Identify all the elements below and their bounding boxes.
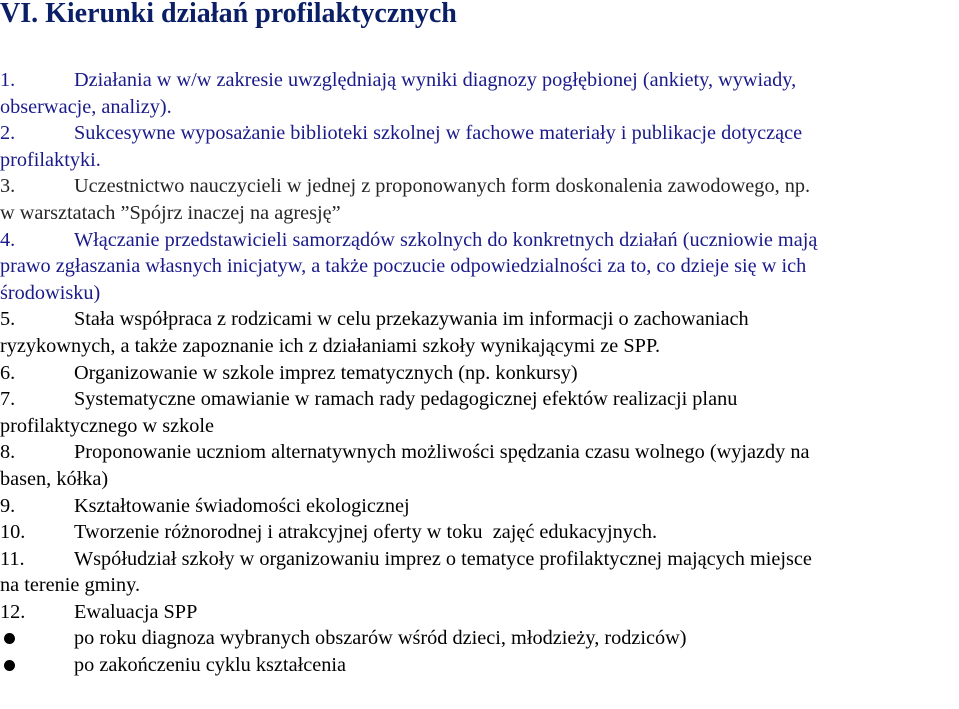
- list-item: [0, 360, 959, 387]
- item-text: Współudział szkoły w organizowaniu imprez o tematyce profilaktycznej mających miejsce: [74, 547, 812, 570]
- item-number: 11.: [0, 547, 25, 570]
- list-item-line: [0, 386, 959, 413]
- list-item-line: [0, 546, 959, 573]
- item-text: Tworzenie różnorodnej i atrakcyjnej oferty w toku zajęć edukacyjnych.: [74, 521, 658, 544]
- list-item-line: środowisku): [0, 281, 101, 304]
- item-text: Sukcesywne wyposażanie biblioteki szkolnej w fachowe materiały i publikacje dotyczące: [74, 122, 803, 145]
- bullet-text: po roku diagnoza wybranych obszarów wśród dzieci, młodzieży, rodziców): [74, 627, 687, 650]
- list-item-line: [0, 227, 959, 254]
- bullet-icon: [4, 633, 15, 644]
- item-number: 3.: [0, 175, 16, 198]
- item-text: Organizowanie w szkole imprez tematycznych (np. konkursy): [74, 361, 578, 384]
- list-item: [0, 386, 959, 439]
- list-item-line: [0, 599, 959, 626]
- list-item: [0, 599, 959, 626]
- list-item-line: profilaktyki.: [0, 148, 101, 171]
- item-text: Włączanie przedstawicieli samorządów szkolnych do konkretnych działań (uczniowie mają: [74, 228, 818, 251]
- list-item-line: basen, kółka): [0, 467, 109, 490]
- list-item: [0, 493, 959, 520]
- list-item: [0, 173, 959, 226]
- list-item-line: ryzykownych, a także zapoznanie ich z działaniami szkoły wynikającymi ze SPP.: [0, 334, 661, 357]
- item-number: 9.: [0, 494, 16, 517]
- item-text: Proponowanie uczniom alternatywnych możliwości spędzania czasu wolnego (wyjazdy na: [74, 441, 810, 464]
- list-item-line: [0, 493, 959, 520]
- list-item-line: na terenie gminy.: [0, 574, 141, 597]
- list-item: [0, 120, 959, 173]
- item-text: Uczestnictwo nauczycieli w jednej z proponowanych form doskonalenia zawodowego, np.: [74, 175, 811, 198]
- list-item: [0, 546, 959, 599]
- list-item-line: [0, 360, 959, 387]
- item-number: 2.: [0, 122, 16, 145]
- list-item-line: [0, 306, 959, 333]
- list-item-line: [0, 67, 959, 94]
- item-text: Systematyczne omawianie w ramach rady pedagogicznej efektów realizacji planu: [74, 388, 738, 411]
- page-title: VI. Kierunki działań profilaktycznych: [0, 0, 457, 29]
- list-item: [0, 439, 959, 492]
- list-item-line: prawo zgłaszania własnych inicjatyw, a także poczucie odpowiedzialności za to, co dzieje się w ich: [0, 255, 807, 278]
- item-text: Działania w w/w zakresie uwzględniają wyniki diagnozy pogłębionej (ankiety, wywiady,: [74, 69, 797, 91]
- item-number: 10.: [0, 521, 26, 544]
- list-item-line: obserwacje, analizy).: [0, 95, 172, 118]
- list-item-line: profilaktycznego w szkole: [0, 414, 215, 437]
- action-list: [0, 67, 959, 679]
- item-number: 7.: [0, 388, 16, 411]
- list-item-line: [0, 120, 959, 147]
- item-number: 8.: [0, 441, 16, 464]
- bullet-item: [0, 625, 959, 652]
- item-number: 12.: [0, 600, 26, 623]
- list-item: [0, 67, 959, 120]
- item-text: Ewaluacja SPP: [74, 600, 198, 623]
- item-number: 6.: [0, 361, 16, 384]
- bullet-icon: [4, 660, 15, 671]
- list-item-line: [0, 173, 959, 200]
- bullet-text: po zakończeniu cyklu kształcenia: [74, 654, 346, 677]
- item-text: Stała współpraca z rodzicami w celu przekazywania im informacji o zachowaniach: [74, 308, 749, 331]
- list-item: [0, 519, 959, 546]
- item-text: Kształtowanie świadomości ekologicznej: [74, 494, 410, 517]
- bullet-item: [0, 652, 959, 679]
- list-item: [0, 306, 959, 359]
- list-item-line: [0, 439, 959, 466]
- item-number: 4.: [0, 228, 16, 251]
- list-item-line: [0, 519, 959, 546]
- item-number: 1.: [0, 69, 16, 91]
- list-item-line: w warsztatach ”Spójrz inaczej na agresję”: [0, 201, 341, 224]
- item-number: 5.: [0, 308, 16, 331]
- list-item: [0, 227, 959, 307]
